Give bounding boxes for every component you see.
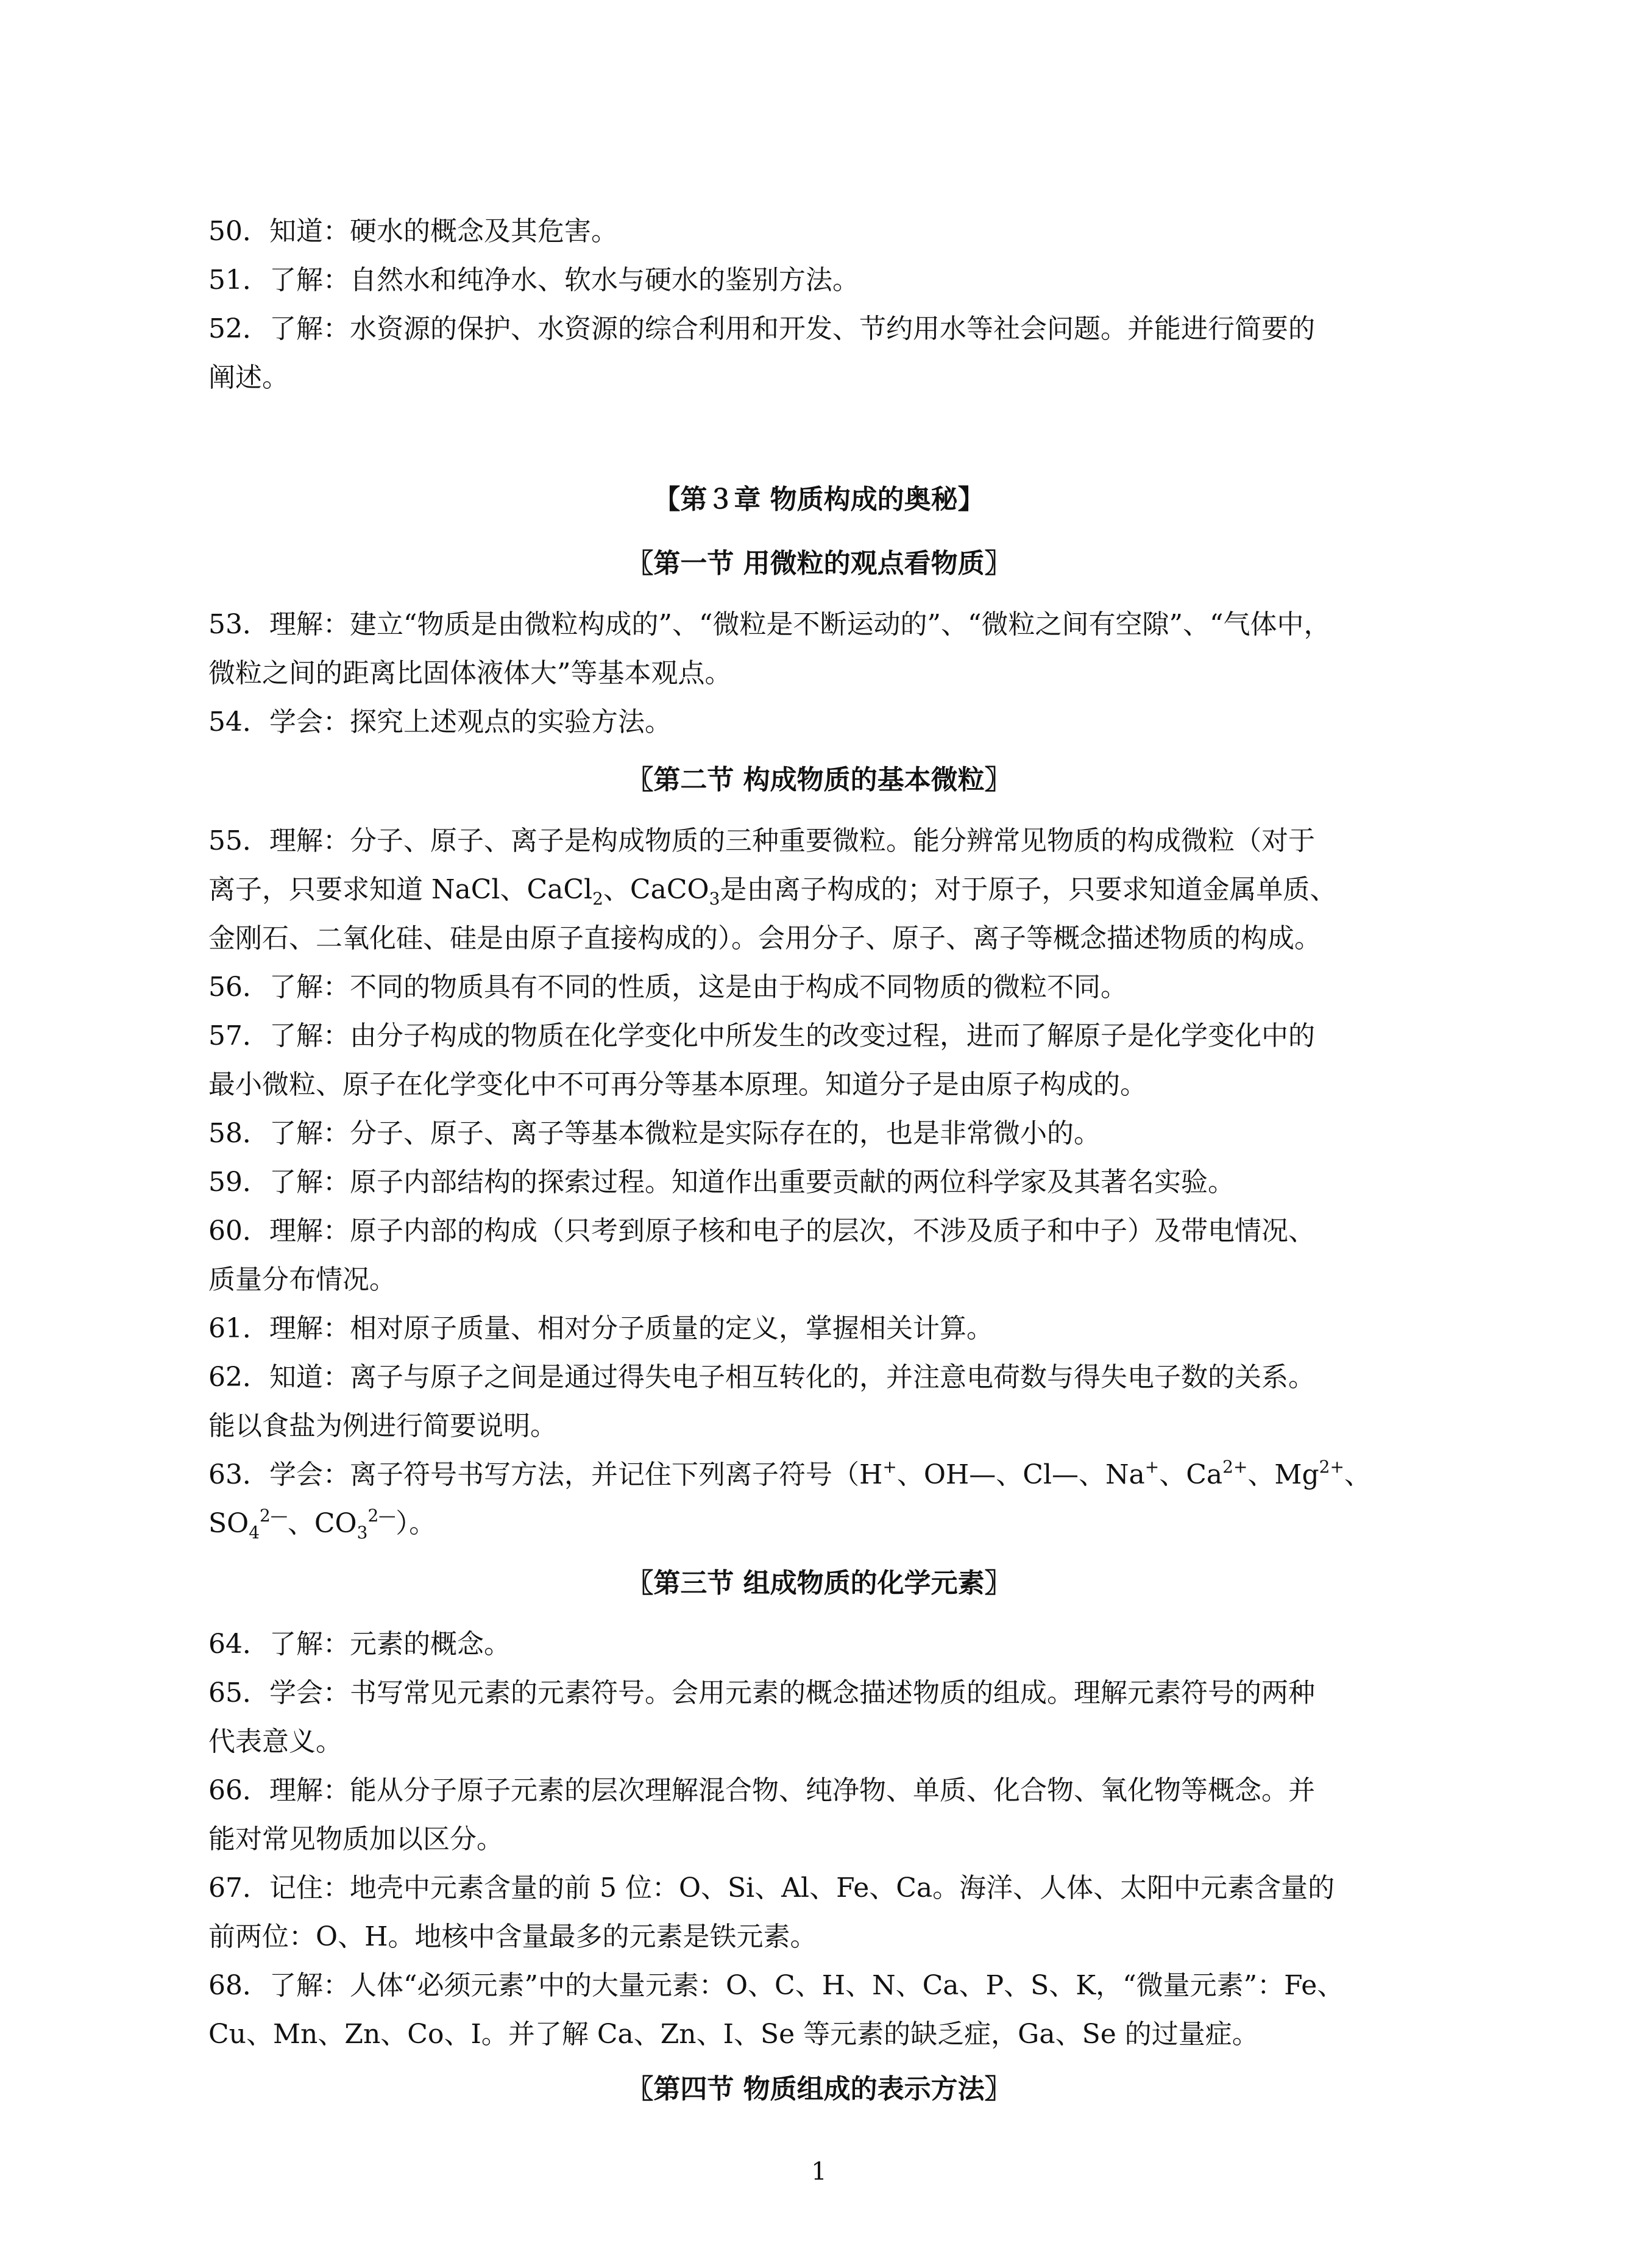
- item-60-line1: 60．理解：原子内部的构成（只考到原子核和电子的层次，不涉及质子和中子）及带电情况、: [208, 1215, 1315, 1246]
- item-57-line1: 57．了解：由分子构成的物质在化学变化中所发生的改变过程，进而了解原子是化学变化中的: [208, 1020, 1315, 1051]
- item-64: 64．了解：元素的概念。: [208, 1629, 511, 1660]
- item-62-line1: 62．知道：离子与原子之间是通过得失电子相互转化的，并注意电荷数与得失电子数的关系。: [208, 1362, 1315, 1393]
- item-54: 54．学会：探究上述观点的实验方法。: [208, 706, 672, 738]
- item-53-line1: 53．理解：建立“物质是由微粒构成的”、“微粒是不断运动的”、“微粒之间有空隙”、“气体中，: [208, 609, 1331, 640]
- item-65-line1: 65．学会：书写常见元素的元素符号。会用元素的概念描述物质的组成。理解元素符号的两种: [208, 1677, 1315, 1708]
- item-56: 56．了解：不同的物质具有不同的性质，这是由于构成不同物质的微粒不同。: [208, 972, 1127, 1003]
- item-57-line2: 最小微粒、原子在化学变化中不可再分等基本原理。知道分子是由原子构成的。: [208, 1069, 1147, 1100]
- item-63-line1: 63．学会：离子符号书写方法，并记住下列离子符号（H+、OH—、Cl—、Na+、$Ca^{2+}$、$Mg^{2+}$、: [208, 1457, 1371, 1490]
- item-68-line2: Cu、Mn、Zn、Co、I。并了解 Ca、Zn、I、Se 等元素的缺乏症，Ga、Se 的过量症。: [208, 2019, 1259, 2050]
- item-51: 51．了解：自然水和纯净水、软水与硬水的鉴别方法。: [208, 265, 859, 296]
- page-number: 1: [811, 2158, 827, 2186]
- item-50: 50．知道：硬水的概念及其危害。: [208, 216, 618, 247]
- item-62-line2: 能以食盐为例进行简要说明。: [208, 1410, 557, 1441]
- item-68-line1: 68．了解：人体“必须元素”中的大量元素：O、C、H、N、Ca、P、S、K，“微量元素”：Fe、: [208, 1970, 1344, 2001]
- item-58: 58．了解：分子、原子、离子等基本微粒是实际存在的，也是非常微小的。: [208, 1118, 1101, 1149]
- item-61: 61．理解：相对原子质量、相对分子质量的定义，掌握相关计算。: [208, 1313, 993, 1344]
- item-65-line2: 代表意义。: [208, 1726, 342, 1757]
- item-59: 59．了解：原子内部结构的探索过程。知道作出重要贡献的两位科学家及其著名实验。: [208, 1167, 1235, 1198]
- chapter-title: 【第３章 物质构成的奥秘】: [653, 484, 985, 515]
- item-66-line2: 能对常见物质加以区分。: [208, 1824, 503, 1855]
- section-2-title: 〖第二节 构成物质的基本微粒〗: [626, 764, 1012, 795]
- item-53-line2: 微粒之间的距离比固体液体大”等基本观点。: [208, 658, 732, 689]
- item-52-line1: 52．了解：水资源的保护、水资源的综合利用和开发、节约用水等社会问题。并能进行简要的: [208, 313, 1315, 344]
- item-52-line2: 阐述。: [208, 362, 289, 393]
- item-66-line1: 66．理解：能从分子原子元素的层次理解混合物、纯净物、单质、化合物、氧化物等概念。并: [208, 1775, 1315, 1806]
- section-1-title: 〖第一节 用微粒的观点看物质〗: [626, 548, 1012, 579]
- item-55-line1: 55．理解：分子、原子、离子是构成物质的三种重要微粒。能分辨常见物质的构成微粒（对于: [208, 825, 1315, 856]
- item-63-line2: $SO_4^{2—}$、$CO_3^{2—}$）。: [208, 1505, 436, 1543]
- section-4-title: 〖第四节 物质组成的表示方法〗: [626, 2074, 1012, 2105]
- item-67-line2: 前两位：O、H。地核中含量最多的元素是铁元素。: [208, 1921, 817, 1952]
- section-3-title: 〖第三节 组成物质的化学元素〗: [626, 1568, 1012, 1599]
- item-55-line2: 离子，只要求知道 NaCl、CaCl$_2$、CaCO$_3$是由离子构成的；对于原子，只要求知道金属单质、: [208, 874, 1337, 909]
- item-67-line1: 67．记住：地壳中元素含量的前 5 位：O、Si、Al、Fe、Ca。海洋、人体、太阳中元素含量的: [208, 1872, 1335, 1904]
- item-55-line3: 金刚石、二氧化硅、硅是由原子直接构成的）。会用分子、原子、离子等概念描述物质的构成。: [208, 923, 1321, 954]
- item-60-line2: 质量分布情况。: [208, 1264, 396, 1295]
